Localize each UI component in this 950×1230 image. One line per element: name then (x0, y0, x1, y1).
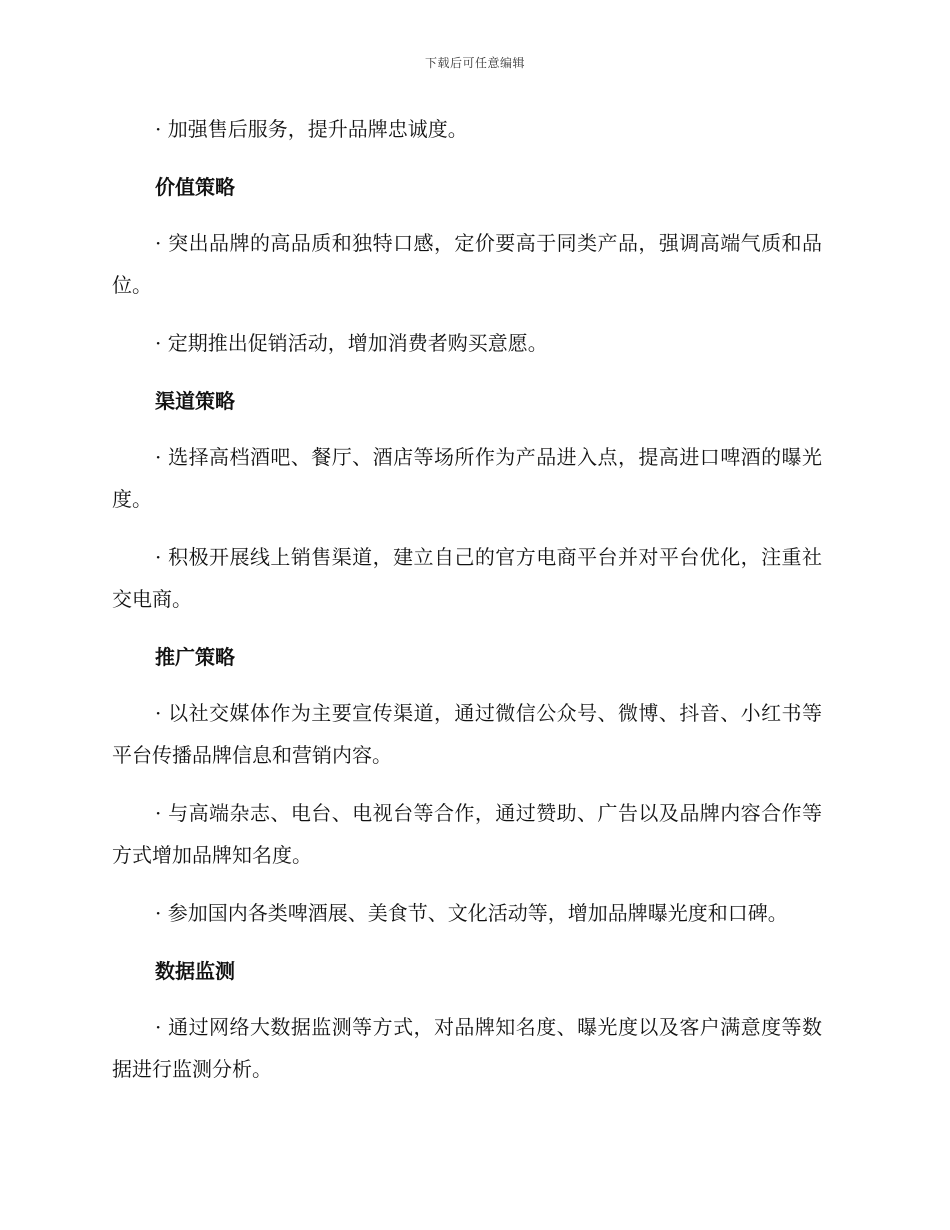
paragraph-social-media: · 以社交媒体作为主要宣传渠道，通过微信公众号、微博、抖音、小红书等平台传播品牌信息和营销内容。 (112, 701, 822, 767)
paragraph-promotions: · 定期推出促销活动，增加消费者购买意愿。 (155, 331, 548, 355)
document-body (112, 108, 822, 1106)
paragraph-online-sales: · 积极开展线上销售渠道，建立自己的官方电商平台并对平台优化，注重社交电商。 (112, 545, 822, 611)
paragraph-media-partners: · 与高端杂志、电台、电视台等合作，通过赞助、广告以及品牌内容合作等方式增加品牌知名度。 (112, 801, 822, 867)
heading-value-strategy: 价值策略 (155, 175, 235, 199)
paragraph-premium-pricing: · 突出品牌的高品质和独特口感，定价要高于同类产品，强调高端气质和品位。 (112, 231, 822, 297)
paragraph-venues: · 选择高档酒吧、餐厅、酒店等场所作为产品进入点，提高进口啤酒的曝光度。 (112, 445, 822, 511)
heading-channel-strategy: 渠道策略 (155, 389, 235, 413)
paragraph-big-data: · 通过网络大数据监测等方式，对品牌知名度、曝光度以及客户满意度等数据进行监测分析。 (112, 1015, 822, 1081)
paragraph-events: · 参加国内各类啤酒展、美食节、文化活动等，增加品牌曝光度和口碑。 (155, 901, 788, 925)
paragraph-after-sales: · 加强售后服务，提升品牌忠诚度。 (155, 117, 468, 141)
heading-data-monitoring: 数据监测 (155, 959, 235, 983)
header-note: 下载后可任意编辑 (424, 56, 525, 70)
heading-promotion-strategy: 推广策略 (155, 645, 235, 669)
